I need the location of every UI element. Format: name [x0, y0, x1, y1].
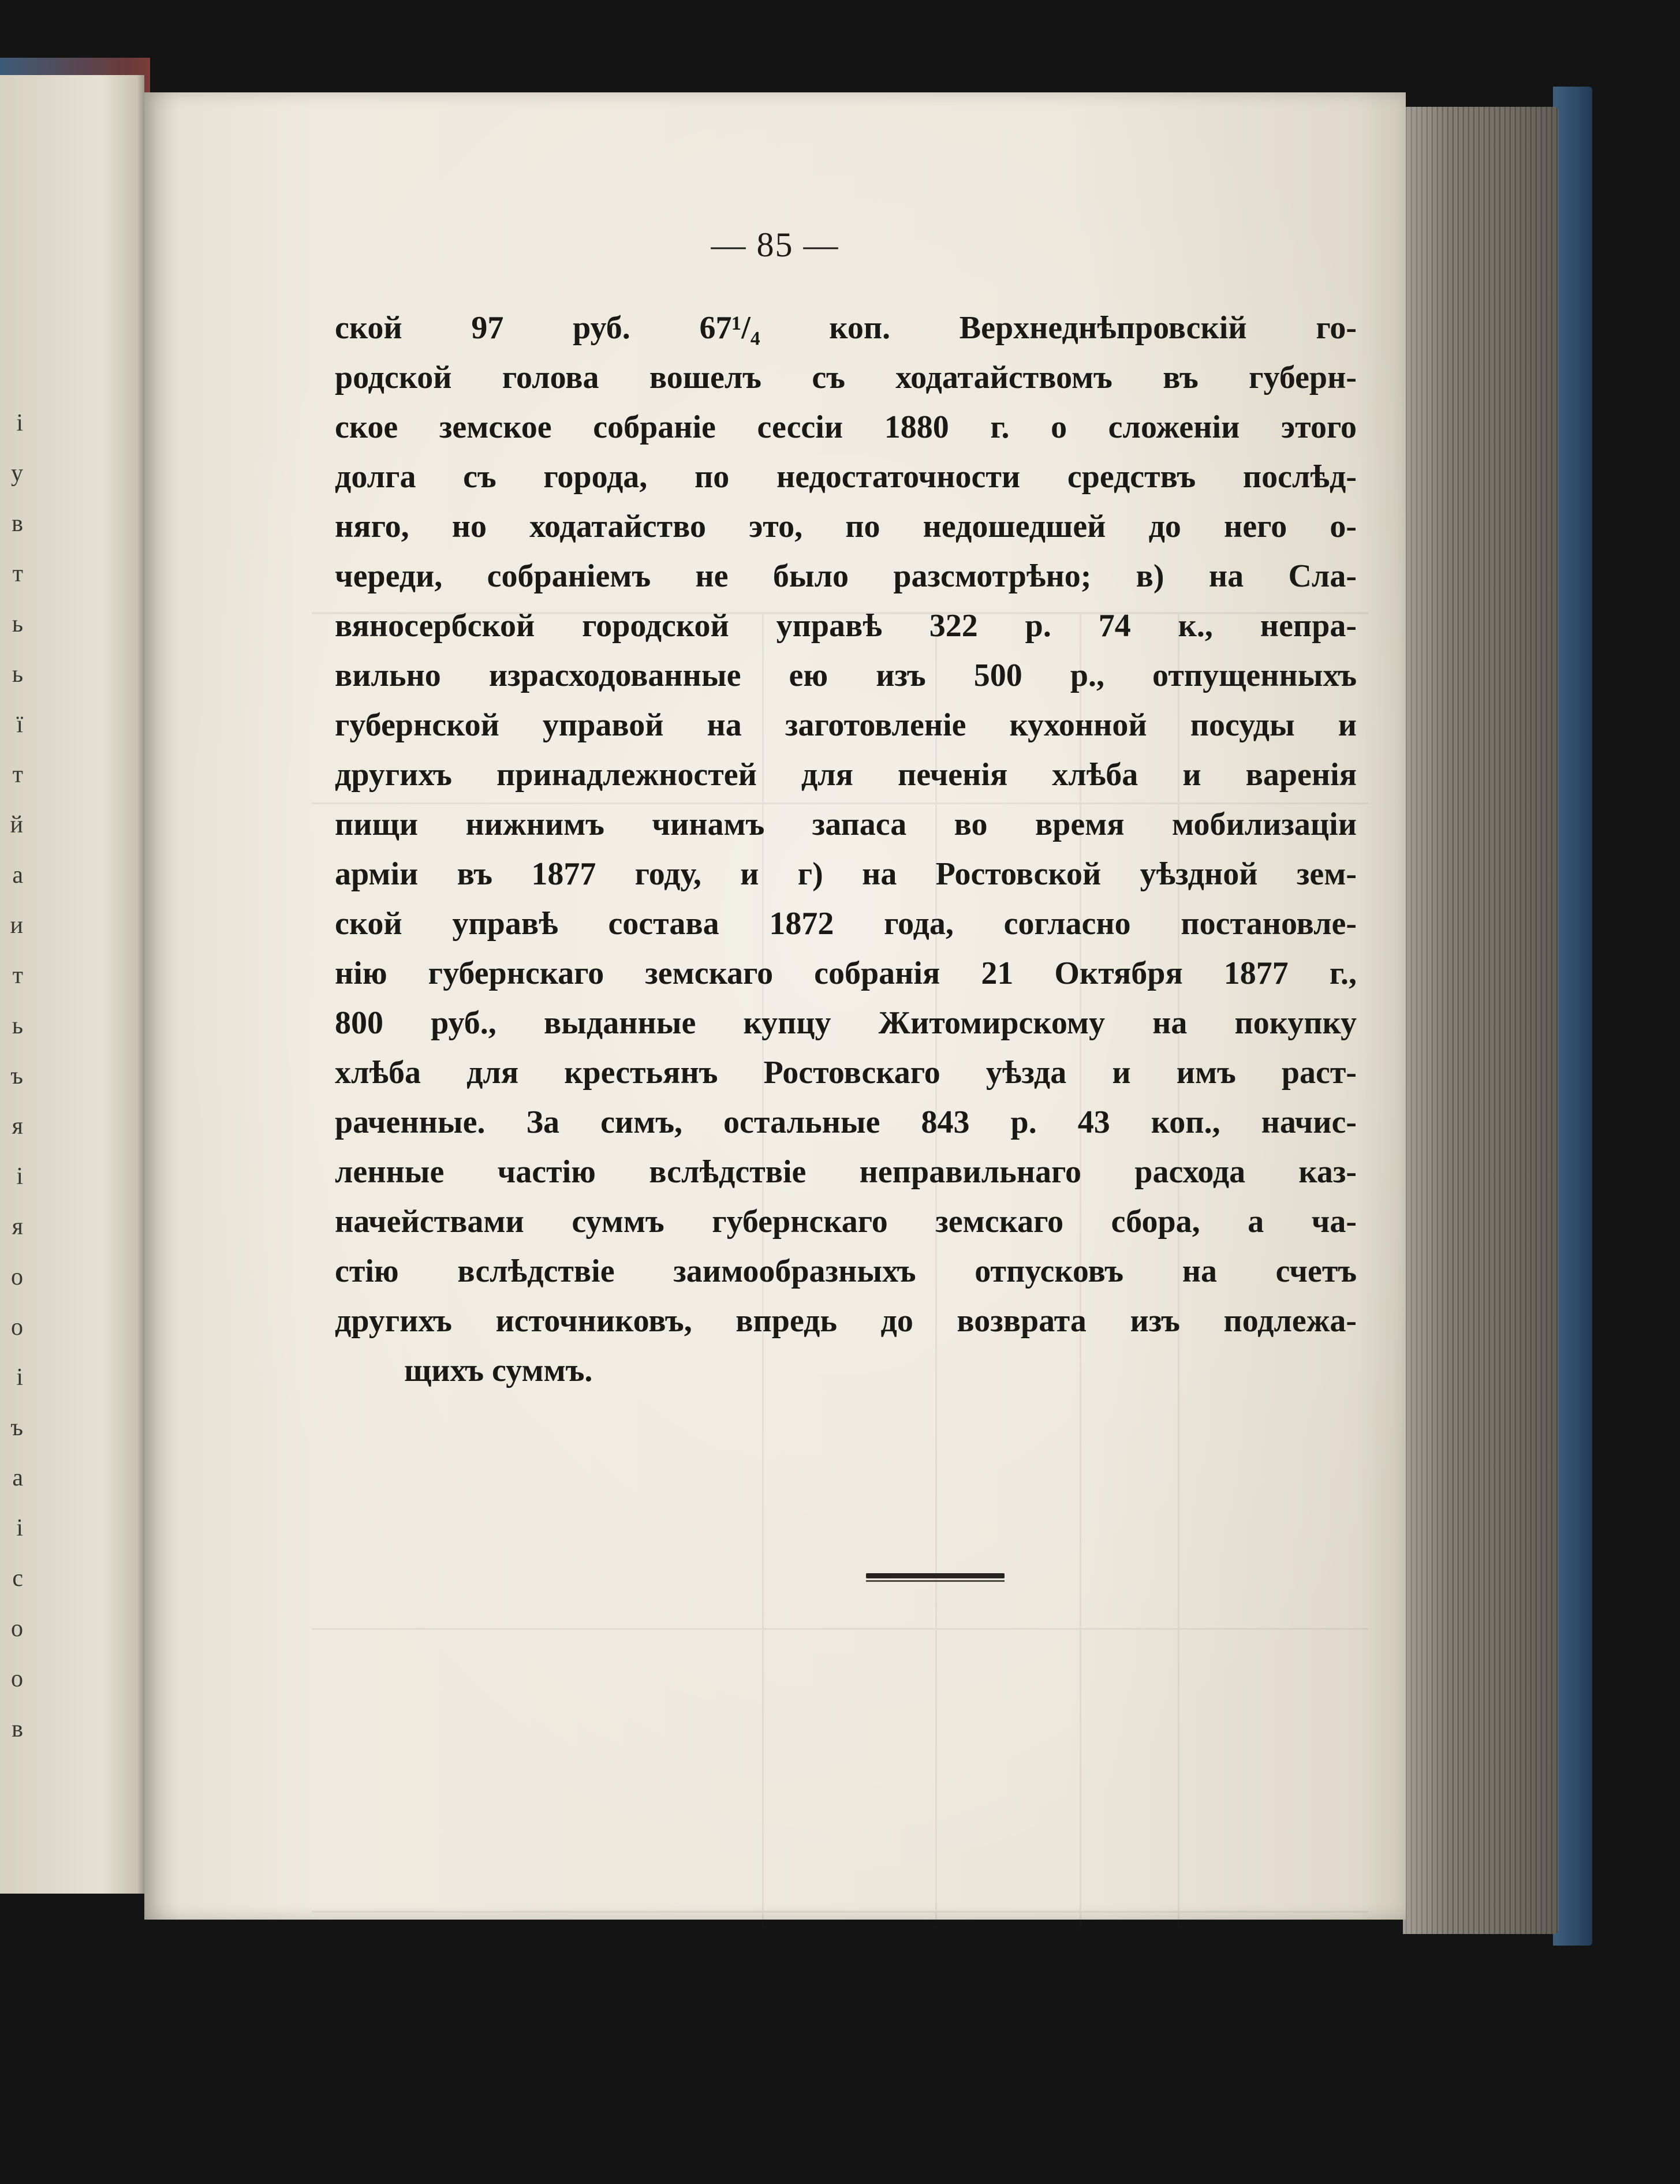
text-line: губернской управой на заготовленіе кухонной посуды и — [335, 707, 1357, 743]
edge-letter: ъ — [10, 1063, 23, 1089]
edge-letter: й — [10, 812, 23, 838]
edge-letter: в — [12, 510, 23, 537]
edge-letter: я — [12, 1113, 23, 1140]
edge-letter: у — [11, 460, 23, 487]
edge-letter: ь — [12, 661, 23, 688]
edge-letter: ь — [12, 611, 23, 637]
text-line: няго, но ходатайство это, по недошедшей до него о- — [335, 509, 1357, 544]
book-page — [144, 92, 1406, 1920]
text-line: ское земское собраніе сессіи 1880 г. о сложеніи этого — [335, 409, 1357, 445]
edge-letter: ї — [16, 711, 23, 738]
text-line: череди, собраніемъ не было разсмотрѣно; в) на Сла- — [335, 558, 1357, 594]
text-line: 800 руб., выданные купцу Житомирскому на покупку — [335, 1005, 1357, 1041]
book-cover-right — [1553, 87, 1592, 1946]
text-line: другихъ источниковъ, впредь до возврата изъ подлежа- — [335, 1303, 1357, 1339]
edge-letter: с — [12, 1565, 23, 1592]
edge-letter: т — [12, 561, 23, 587]
section-end-rule — [866, 1573, 1005, 1578]
text-line: начействами суммъ губернскаго земскаго сбора, а ча- — [335, 1204, 1357, 1240]
text-line: долга съ города, по недостаточности средствъ послѣд- — [335, 459, 1357, 495]
text-line: другихъ принадлежностей для печенія хлѣба и варенія — [335, 757, 1357, 793]
page-number: — 85 — — [711, 226, 839, 264]
text-line: хлѣба для крестьянъ Ростовскаго уѣзда и имъ раст- — [335, 1055, 1357, 1091]
edge-letter: і — [16, 1364, 23, 1391]
text-line: вяносербской городской управѣ 322 р. 74 к., непра- — [335, 608, 1357, 644]
edge-letter: о — [11, 1314, 23, 1341]
edge-letter: а — [12, 862, 23, 888]
text-line: щихъ суммъ. — [404, 1353, 593, 1388]
text-line: стію вслѣдствіе заимообразныхъ отпусковъ на счетъ — [335, 1253, 1357, 1289]
edge-letter: і — [16, 1163, 23, 1190]
page-block-shading — [1403, 107, 1559, 1934]
text-line: вильно израсходованные ею изъ 500 р., отпущенныхъ — [335, 658, 1357, 693]
edge-letter: в — [12, 1716, 23, 1742]
text-line: ской 97 руб. 67¹/₄ коп. Верхнеднѣпровскій го- — [335, 310, 1357, 346]
page-body-text — [335, 303, 1357, 1395]
edge-letter: і — [16, 1515, 23, 1541]
edge-letter: ъ — [10, 1414, 23, 1441]
edge-letter: о — [11, 1666, 23, 1692]
edge-letter: и — [10, 912, 23, 939]
previous-page-edge-text — [0, 398, 23, 1754]
text-line: арміи въ 1877 году, и г) на Ростовской уѣздной зем- — [335, 856, 1357, 892]
previous-page — [0, 75, 144, 1894]
edge-letter: я — [12, 1214, 23, 1240]
edge-letter: і — [16, 410, 23, 436]
edge-letter: ь — [12, 1013, 23, 1039]
text-line: пищи нижнимъ чинамъ запаса во время мобилизаціи — [335, 807, 1357, 842]
edge-letter: а — [12, 1465, 23, 1491]
edge-letter: о — [11, 1615, 23, 1642]
text-line: нію губернскаго земскаго собранія 21 Октября 1877 г., — [335, 955, 1357, 991]
edge-letter: т — [12, 962, 23, 989]
edge-letter: т — [12, 761, 23, 788]
text-line: ской управѣ состава 1872 года, согласно постановле- — [335, 906, 1357, 942]
text-line: ленные частію вслѣдствіе неправильнаго расхода каз- — [335, 1154, 1357, 1190]
edge-letter: о — [11, 1264, 23, 1290]
text-line: раченные. За симъ, остальные 843 р. 43 коп., начис- — [335, 1104, 1357, 1140]
text-line: родской голова вошелъ съ ходатайствомъ въ губерн- — [335, 360, 1357, 395]
